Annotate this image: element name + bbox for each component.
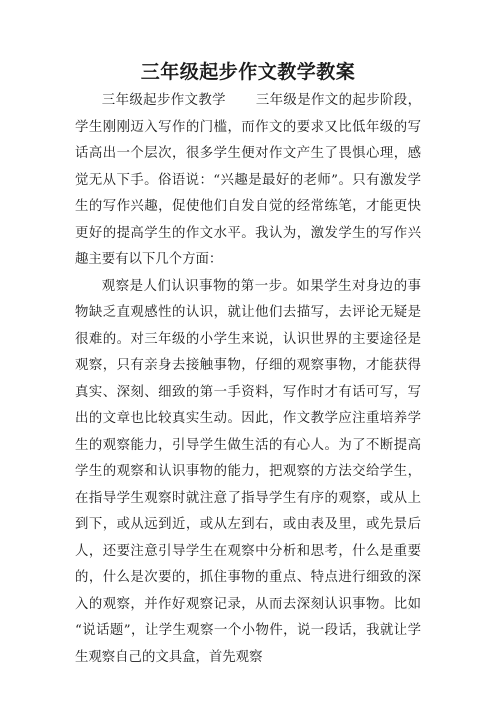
paragraph-intro: [75, 88, 421, 274]
paragraph-lead: 三年级起步作文教学: [101, 93, 226, 108]
document-title: 三年级起步作文教学教案: [140, 61, 356, 83]
paragraph-text: 观察是人们认识事物的第一步。如果学生对身边的事物缺乏直观感性的认识，就让他们去描写，去评论无疑是很难的。对三年级的小学生来说，认识世界的主要途径是观察，只有亲身去接触事物，仔细的观察事物，才能获得真实、深刻、细致的第一手资料，写作时才有话可写，写出的文章也比较真实生动。因此，作文教学应注重培养学生的观察能力，引导学生做生活的有心人。为了不断提高学生的观察和认识事物的能力，把观察的方法交给学生，在指导学生观察时就注意了指导学生有序的观察，或从上到下，或从远到近，或从左到右，或由表及里，或先景后人，还要注意引导学生在观察中分析和思考，什么是重要的，什么是次要的，抓住事物的重点、特点进行细致的深入的观察，并作好观察记录，从而去深刻认识事物。比如 “说话题”，让学生观察一个小物件，说一段话，我就让学生观察自己的文具盒，首先观察: [75, 278, 421, 665]
paragraph-observation: [75, 274, 421, 672]
paragraph-text: 三年级是作文的起步阶段，学生刚刚迈入写作的门槛，而作文的要求又比低年级的写话高出一个层次，很多学生便对作文产生了畏惧心理，感觉无从下手。俗语说：“兴趣是最好的老师”。只有激发学生的写作兴趣，促使他们自发自觉的经常练笔，才能更快更好的提高学生的作文水平。我认为，激发学生的写作兴趣主要有以下几个方面：: [75, 93, 421, 267]
